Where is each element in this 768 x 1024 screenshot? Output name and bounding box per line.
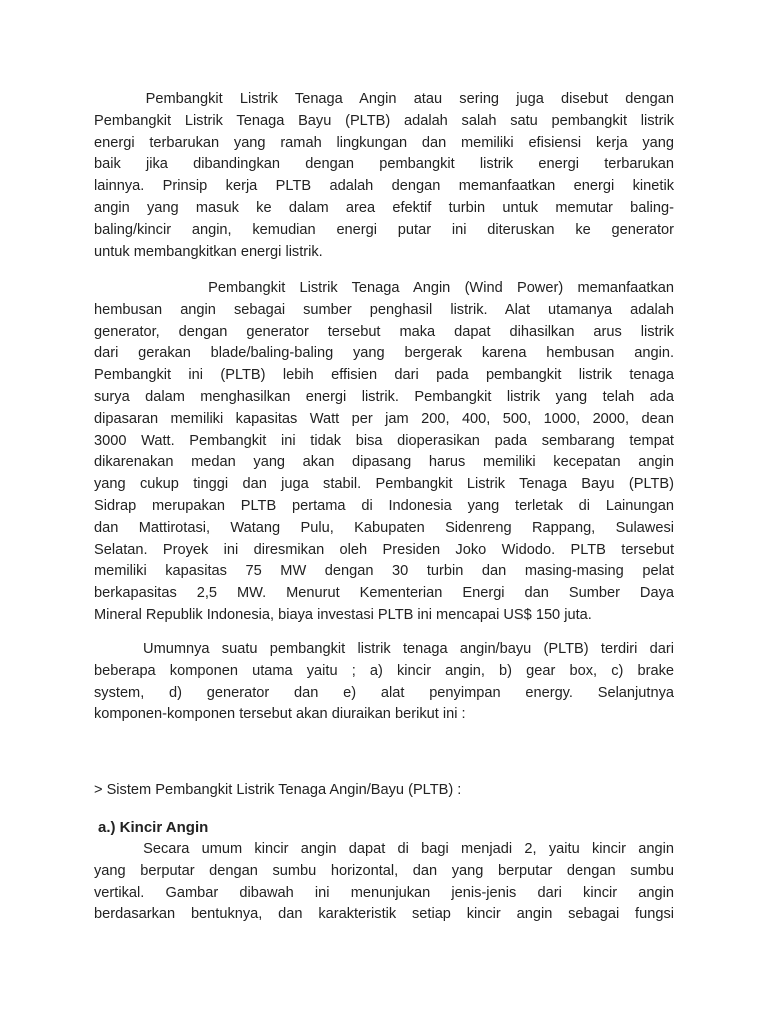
text-line: hembusan angin sebagai sumber penghasil listrik. Alat utamanya adalah [94,301,674,318]
text-line: Selatan. Proyek ini diresmikan oleh Presiden Joko Widodo. PLTB tersebut [94,541,674,558]
text-line: yang cukup tinggi dan juga stabil. Pembangkit Listrik Tenaga Bayu (PLTB) [94,476,674,493]
text-line: dan Mattirotasi, Watang Pulu, Kabupaten Sidenreng Rappang, Sulawesi [94,519,674,536]
text-line: surya dalam menghasilkan energi listrik. Pembangkit listrik yang telah ada [94,388,674,405]
text-line: Pembangkit Listrik Tenaga Angin atau sering juga disebut dengan [94,91,674,107]
text-line: Umumnya suatu pembangkit listrik tenaga angin/bayu (PLTB) terdiri dari [94,641,674,657]
text-line: Secara umum kincir angin dapat di bagi menjadi 2, yaitu kincir angin [94,841,674,857]
text-line: system, d) generator dan e) alat penyimpan energy. Selanjutnya [94,684,674,701]
text-line: Sidrap merupakan PLTB pertama di Indonesia yang terletak di Lainungan [94,497,674,514]
text-line: dikarenakan medan yang akan dipasang harus memiliki kecepatan angin [94,454,674,471]
text-line: memiliki kapasitas 75 MW dengan 30 turbin dan masing-masing pelat [94,563,674,580]
text-line: vertikal. Gambar dibawah ini menunjukan jenis-jenis dari kincir angin [94,884,674,901]
text-line: energi terbarukan yang ramah lingkungan dan memiliki efisiensi kerja yang [94,134,674,151]
text-line: dipasaran memiliki kapasitas Watt per jam 200, 400, 500, 1000, 2000, dean [94,410,674,427]
text-line: Pembangkit Listrik Tenaga Angin (Wind Power) memanfaatkan [94,280,674,296]
text-line: dari gerakan blade/baling-baling yang bergerak karena hembusan angin. [94,345,674,362]
text-line: Mineral Republik Indonesia, biaya investasi PLTB ini mencapai US$ 150 juta. [94,606,592,623]
text-line: untuk membangkitkan energi listrik. [94,243,323,260]
subheading-kincir-angin: a.) Kincir Angin [98,819,209,836]
text-line: lainnya. Prinsip kerja PLTB adalah dengan memanfaatkan energi kinetik [94,178,674,195]
text-line: Pembangkit ini (PLTB) lebih effisien dari pada pembangkit listrik tenaga [94,367,674,384]
text-line: beberapa komponen utama yaitu ; a) kincir angin, b) gear box, c) brake [94,662,674,679]
paragraph-kincir-angin [94,839,674,926]
text-line: 3000 Watt. Pembangkit ini tidak bisa dioperasikan pada sembarang tempat [94,432,674,449]
section-heading: > Sistem Pembangkit Listrik Tenaga Angin/Bayu (PLTB) : [94,782,462,798]
text-line: baik jika dibandingkan dengan pembangkit listrik energi terbarukan [94,156,674,173]
text-line: Pembangkit Listrik Tenaga Bayu (PLTB) adalah salah satu pembangkit listrik [94,112,674,129]
text-line: yang berputar dengan sumbu horizontal, dan yang berputar dengan sumbu [94,862,674,879]
text-line: berkapasitas 2,5 MW. Menurut Kementerian Energi dan Sumber Daya [94,585,674,602]
text-line: komponen-komponen tersebut akan diuraikan berikut ini : [94,706,466,723]
text-line: angin yang masuk ke dalam area efektif turbin untuk memutar baling- [94,199,674,216]
text-line: baling/kincir angin, kemudian energi putar ini diteruskan ke generator [94,221,674,238]
paragraph-wind-power [94,278,674,627]
text-line: generator, dengan generator tersebut maka dapat dihasilkan arus listrik [94,323,674,340]
paragraph-intro [94,89,674,263]
text-line: berdasarkan bentuknya, dan karakteristik setiap kincir angin sebagai fungsi [94,906,674,923]
paragraph-components [94,639,674,726]
